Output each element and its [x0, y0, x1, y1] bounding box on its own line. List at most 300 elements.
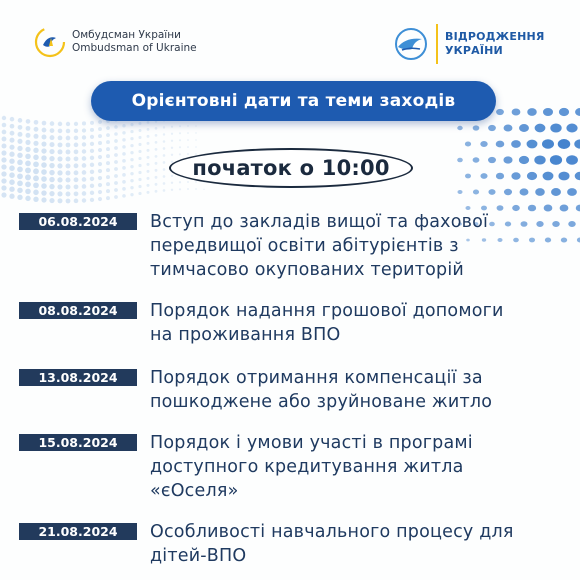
decorative-dot [114, 181, 118, 185]
decorative-dot [163, 168, 166, 171]
decorative-dot [66, 185, 71, 190]
decorative-dot [138, 192, 141, 195]
decorative-dot [480, 173, 487, 179]
decorative-dot [146, 184, 149, 187]
decorative-dot [33, 155, 39, 161]
decorative-dot [457, 158, 463, 163]
decorative-dot [66, 129, 71, 134]
decorative-dot [58, 129, 63, 134]
decorative-dot [2, 123, 7, 128]
decorative-dot [41, 162, 47, 168]
decorative-dot [155, 162, 158, 165]
ombudsman-name [72, 29, 197, 55]
decorative-dot [90, 198, 94, 202]
decorative-dot [33, 190, 39, 196]
decorative-dot [147, 142, 150, 145]
decorative-dot [82, 135, 86, 139]
decorative-dot [155, 127, 158, 130]
decorative-dot [130, 193, 133, 196]
decorative-dot [130, 165, 133, 168]
decorative-dot [195, 181, 197, 183]
decorative-dot [10, 131, 15, 136]
decorative-dot [519, 156, 529, 164]
decorative-dot [66, 143, 71, 148]
decorative-dot [26, 126, 31, 131]
decorative-dot [42, 128, 47, 133]
decorative-dot [550, 123, 561, 132]
decorative-dot [559, 108, 569, 116]
decorative-dot [65, 177, 70, 182]
decorative-dot [25, 161, 31, 167]
decorative-dot [74, 143, 79, 148]
decorative-dot [114, 174, 118, 178]
decorative-dot [106, 182, 110, 186]
decorative-dot [465, 174, 471, 179]
decorative-dot [57, 163, 62, 168]
decorative-dot [17, 181, 23, 187]
decorative-dot [114, 146, 118, 150]
decorative-dot [106, 140, 110, 144]
decorative-dot [457, 190, 462, 194]
decorative-dot [74, 129, 78, 133]
decorative-dot [9, 138, 14, 143]
decorative-dot [187, 132, 189, 134]
decorative-dot [147, 128, 150, 131]
decorative-dot [155, 176, 158, 179]
decorative-dot [122, 187, 126, 191]
event-topic-line: передвищої освіти абітурієнтів з [150, 236, 459, 256]
decorative-dot [17, 160, 23, 166]
decorative-dot [195, 139, 197, 141]
decorative-dot [98, 148, 102, 152]
decorative-dot [138, 143, 141, 146]
decorative-dot [473, 157, 480, 162]
decorative-dot [155, 134, 158, 137]
decorative-dot [527, 140, 538, 149]
decorative-dot [187, 139, 189, 141]
decorative-dot [171, 140, 173, 142]
decorative-dot [171, 126, 173, 128]
decorative-dot [106, 154, 110, 158]
decorative-dot [42, 135, 47, 140]
decorative-dot [130, 123, 133, 126]
renewal-name-line2: УКРАЇНИ [445, 44, 503, 57]
decorative-dot [473, 125, 480, 130]
decorative-dot [90, 156, 94, 160]
decorative-dot [163, 161, 166, 164]
decorative-dot [155, 190, 158, 193]
decorative-dot [49, 142, 54, 147]
decorative-dot [33, 134, 38, 139]
decorative-dot [34, 120, 39, 125]
decorative-dot [465, 142, 471, 147]
decorative-dot [57, 191, 62, 196]
decorative-dot [98, 155, 102, 159]
decorative-dot [1, 143, 6, 148]
decorative-dot [66, 136, 71, 141]
decorative-dot [50, 121, 55, 126]
decorative-dot [195, 146, 197, 148]
decorative-dot [558, 139, 570, 149]
decorative-dot [179, 153, 181, 155]
decorative-dot [18, 118, 23, 123]
decorative-dot [9, 152, 14, 157]
decorative-dot [138, 171, 141, 174]
decorative-dot [122, 166, 126, 170]
decorative-dot [122, 173, 126, 177]
decorative-dot [139, 122, 142, 125]
ombudsman-brand [34, 26, 197, 58]
event-date: 13.08.2024 [19, 369, 137, 386]
decorative-dot [9, 165, 15, 171]
title-banner [91, 81, 496, 121]
decorative-dot [138, 136, 141, 139]
decorative-dot [179, 125, 181, 127]
decorative-dot [163, 182, 166, 185]
decorative-dot [49, 198, 54, 203]
decorative-dot [25, 140, 30, 145]
decorative-dot [25, 182, 31, 188]
decorative-dot [82, 163, 87, 168]
decorative-dot [41, 197, 46, 202]
decorative-dot [82, 184, 87, 189]
decorative-dot [163, 147, 166, 150]
decorative-dot [25, 147, 30, 152]
decorative-dot [74, 199, 79, 204]
decorative-dot [520, 188, 529, 195]
decorative-dot [49, 149, 54, 154]
decorative-dot [33, 197, 38, 202]
decorative-dot [187, 125, 189, 127]
decorative-dot [74, 156, 79, 161]
decorative-dot [98, 190, 102, 194]
decorative-dot [163, 154, 166, 157]
decorative-dot [574, 139, 580, 148]
decorative-dot [504, 124, 513, 131]
decorative-dot [534, 155, 545, 164]
decorative-dot [163, 189, 166, 192]
event-topic-line: пошкоджене або зруйноване житло [150, 392, 493, 412]
decorative-dot [106, 168, 110, 172]
decorative-dot [106, 161, 110, 165]
decorative-dot [114, 153, 118, 157]
decorative-dot [576, 205, 580, 212]
decorative-dot [49, 163, 54, 168]
decorative-dot [543, 172, 554, 181]
decorative-dot [90, 170, 94, 174]
event-topic-line: дітей-ВПО [150, 546, 247, 566]
decorative-dot [98, 169, 102, 173]
decorative-dot [1, 164, 6, 169]
decorative-dot [41, 176, 47, 182]
decorative-dot [114, 139, 118, 143]
decorative-dot [195, 132, 197, 134]
decorative-dot [74, 136, 79, 141]
decorative-dot [57, 156, 62, 161]
decorative-dot [130, 186, 133, 189]
brand-divider [436, 24, 438, 64]
decorative-dot [2, 116, 6, 120]
bird-logo-icon [392, 25, 430, 63]
decorative-dot [66, 122, 70, 126]
decorative-dot [511, 140, 521, 148]
decorative-dot [114, 167, 118, 171]
decorative-dot [82, 156, 87, 161]
decorative-dot [535, 188, 545, 196]
decorative-dot [41, 141, 46, 146]
decorative-dot [9, 186, 14, 191]
decorative-dot [480, 141, 487, 147]
decorative-dot [114, 160, 118, 164]
decorative-dot [187, 188, 189, 190]
decorative-dot [122, 131, 125, 134]
decorative-dot [33, 148, 38, 153]
event-topic-line: доступного кредитування житла [150, 457, 464, 477]
event-topic-line: Особливості навчального процесу для [150, 522, 514, 542]
decorative-dot [98, 127, 102, 131]
decorative-dot [527, 172, 537, 180]
decorative-dot [58, 122, 63, 127]
decorative-dot [488, 157, 496, 163]
decorative-dot [25, 167, 31, 173]
decorative-dot [155, 141, 158, 144]
decorative-dot [187, 153, 189, 155]
decorative-dot [1, 171, 6, 176]
decorative-dot [155, 155, 158, 158]
decorative-dot [473, 190, 479, 195]
decorative-dot [82, 177, 87, 182]
decorative-dot [90, 184, 94, 188]
event-date: 15.08.2024 [19, 434, 137, 451]
decorative-dot [98, 162, 102, 166]
decorative-dot [543, 108, 553, 116]
decorative-dot [90, 163, 94, 167]
decorative-dot [122, 145, 126, 149]
decorative-dot [106, 133, 110, 137]
decorative-dot [512, 109, 521, 116]
decorative-dot [33, 141, 38, 146]
decorative-dot [106, 175, 110, 179]
event-topic-line: Вступ до закладів вищої та фахової [150, 212, 489, 232]
decorative-dot [74, 177, 79, 182]
decorative-dot [511, 172, 520, 179]
decorative-dot [98, 134, 102, 138]
decorative-dot [1, 185, 6, 190]
decorative-dot [65, 170, 70, 175]
decorative-dot [179, 132, 181, 134]
decorative-dot [49, 184, 54, 189]
decorative-dot [138, 185, 141, 188]
decorative-dot [90, 177, 94, 181]
event-date: 06.08.2024 [19, 213, 137, 230]
decorative-dot [171, 133, 173, 135]
decorative-dot [566, 124, 577, 133]
decorative-dot [496, 109, 504, 115]
renewal-name-line1: ВІДРОДЖЕННЯ [445, 30, 545, 43]
decorative-dot [551, 188, 561, 196]
decorative-dot [171, 182, 173, 184]
decorative-dot [130, 179, 133, 182]
decorative-dot [496, 173, 504, 180]
decorative-dot [550, 155, 562, 165]
decorative-dot [58, 142, 63, 147]
decorative-dot [10, 124, 15, 129]
decorative-dot [9, 179, 15, 185]
decorative-dot [9, 145, 14, 150]
decorative-dot [57, 177, 62, 182]
decorative-dot [575, 108, 580, 116]
ombudsman-name-en: Ombudsman of Ukraine [72, 42, 197, 54]
decorative-dot [49, 170, 54, 175]
decorative-dot [74, 170, 79, 175]
decorative-dot [66, 157, 71, 162]
decorative-dot [138, 150, 141, 153]
event-topic-line: Порядок отримання компенсації за [150, 368, 483, 388]
decorative-dot [82, 128, 86, 132]
decorative-dot [66, 192, 71, 197]
decorative-dot [575, 172, 580, 180]
renewal-brand [392, 24, 545, 64]
decorative-dot [82, 198, 86, 202]
decorative-dot [567, 188, 577, 196]
decorative-dot [527, 108, 537, 116]
decorative-dot [90, 135, 94, 139]
event-topic-line: «єОселя» [150, 481, 239, 501]
decorative-dot [114, 188, 118, 192]
decorative-dot [49, 156, 54, 161]
decorative-dot [130, 130, 133, 133]
decorative-dot [65, 163, 70, 168]
decorative-dot [147, 156, 150, 159]
decorative-dot [26, 133, 31, 138]
decorative-dot [558, 172, 569, 181]
decorative-dot [114, 125, 118, 129]
decorative-dot [114, 132, 118, 136]
decorative-dot [33, 175, 39, 181]
decorative-dot [195, 125, 197, 127]
decorative-dot [57, 149, 62, 154]
page-title: Орієнтовні дати та теми заходів [131, 91, 456, 111]
decorative-dot [17, 166, 23, 172]
decorative-dot [106, 126, 110, 130]
decorative-dot [41, 155, 46, 160]
decorative-dot [49, 191, 54, 196]
event-topic [150, 210, 570, 282]
decorative-dot [130, 172, 133, 175]
decorative-dot [90, 128, 94, 132]
decorative-dot [33, 168, 39, 174]
decorative-dot [25, 196, 30, 201]
decorative-dot [17, 173, 23, 179]
decorative-dot [34, 127, 39, 132]
decorative-dot [41, 169, 47, 175]
decorative-dot [130, 144, 133, 147]
decorative-dot [2, 130, 7, 135]
decorative-dot [26, 119, 31, 124]
decorative-dot [50, 135, 55, 140]
decorative-dot [57, 170, 62, 175]
decorative-dot [98, 197, 102, 201]
decorative-dot [504, 189, 512, 195]
decorative-dot [566, 155, 578, 164]
event-topic-line: Порядок і умови участі в програмі [150, 433, 473, 453]
decorative-dot [66, 199, 71, 204]
decorative-dot [163, 133, 165, 135]
decorative-dot [9, 194, 14, 199]
decorative-dot [9, 172, 15, 178]
decorative-dot [106, 147, 110, 151]
decorative-dot [130, 137, 133, 140]
decorative-dot [163, 126, 165, 128]
decorative-dot [138, 164, 141, 167]
decorative-dot [114, 195, 118, 199]
decorative-dot [171, 189, 173, 191]
decorative-dot [163, 175, 166, 178]
decorative-dot [50, 128, 55, 133]
decorative-dot [535, 124, 546, 133]
decorative-dot [1, 178, 6, 183]
decorative-dot [147, 191, 150, 194]
decorative-dot [82, 191, 87, 196]
decorative-dot [106, 189, 110, 193]
decorative-dot [171, 175, 173, 177]
decorative-dot [25, 189, 31, 195]
ombudsman-name-ua: Омбудсман України [72, 29, 181, 41]
decorative-dot [146, 177, 149, 180]
decorative-dot [82, 170, 87, 175]
event-topic [150, 299, 570, 347]
decorative-dot [41, 190, 46, 195]
decorative-dot [187, 181, 189, 183]
decorative-dot [33, 161, 39, 167]
event-topic [150, 520, 570, 568]
decorative-dot [82, 142, 86, 146]
decorative-dot [74, 149, 79, 154]
decorative-dot [503, 156, 512, 163]
decorative-dot [122, 159, 126, 163]
decorative-dot [179, 146, 181, 148]
decorative-dot [57, 184, 62, 189]
decorative-dot [147, 135, 150, 138]
start-time: початок о 10:00 [192, 156, 390, 180]
event-date: 08.08.2024 [19, 302, 137, 319]
decorative-dot [98, 120, 102, 124]
decorative-dot [98, 141, 102, 145]
decorative-dot [18, 125, 23, 130]
decorative-dot [130, 158, 133, 161]
ombudsman-logo-icon [34, 26, 66, 58]
decorative-dot [17, 153, 22, 158]
decorative-dot [457, 126, 462, 130]
event-topic-line: тимчасово окупованих територій [150, 260, 464, 280]
renewal-name [445, 30, 545, 58]
decorative-dot [90, 149, 94, 153]
decorative-dot [82, 121, 86, 125]
event-topic-line: на проживання ВПО [150, 325, 341, 345]
decorative-dot [122, 194, 126, 198]
decorative-dot [138, 157, 141, 160]
decorative-dot [98, 183, 102, 187]
decorative-dot [195, 188, 197, 190]
decorative-dot [147, 149, 150, 152]
start-time-oval [169, 148, 413, 188]
decorative-dot [18, 132, 23, 137]
decorative-dot [187, 146, 189, 148]
decorative-dot [179, 188, 181, 190]
decorative-dot [155, 148, 158, 151]
decorative-dot [179, 139, 181, 141]
decorative-dot [106, 196, 110, 200]
